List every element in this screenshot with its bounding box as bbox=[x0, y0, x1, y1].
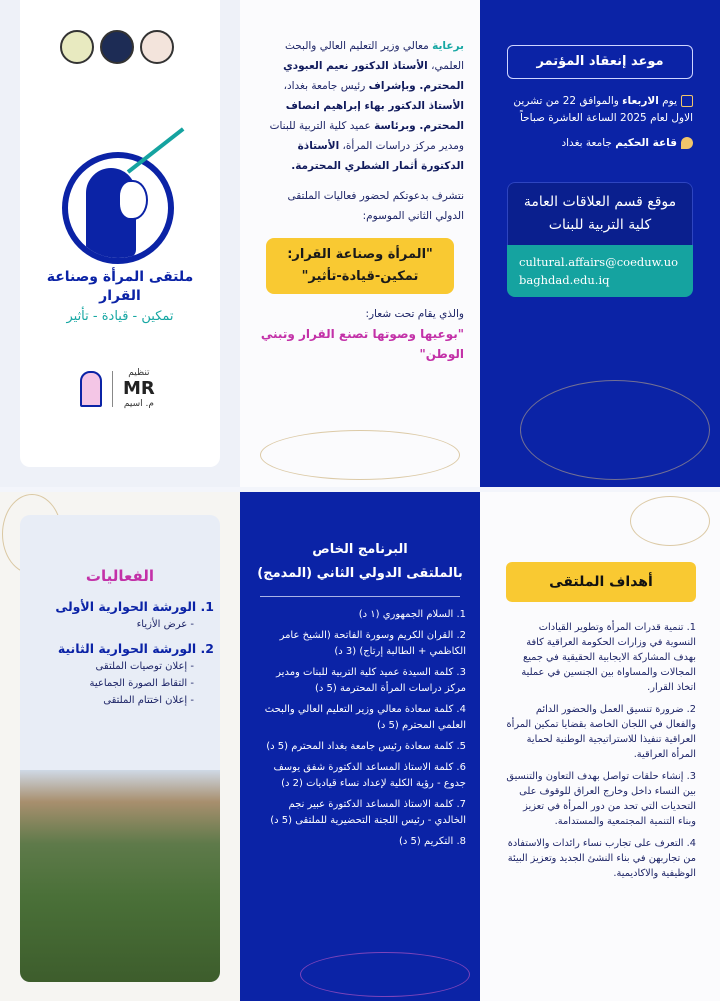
goal-item: 4. التعرف على تجارب نساء رائدات والاستفادة من تجاربهن في بناء النشئ الجديد وتعزيز البيئة الوظيفية والاكاديمية. bbox=[507, 838, 696, 879]
contact-box bbox=[507, 182, 693, 297]
activities-content bbox=[26, 565, 214, 709]
goals-panel bbox=[480, 492, 720, 1001]
womens-center-logo-icon bbox=[80, 371, 102, 407]
patronage-lead: برعاية bbox=[432, 40, 464, 52]
program-panel bbox=[240, 492, 480, 1001]
goals-heading: أهداف الملتقى bbox=[506, 562, 696, 602]
patronage-paragraph bbox=[256, 36, 464, 176]
cover-panel bbox=[0, 0, 240, 487]
program-item: 2. القران الكريم وسورة الفاتحة (الشيخ عامر الكاظمي + الطالبة إرتاج) (3 د) bbox=[279, 630, 466, 657]
forum-subtitle: تمكين - قيادة - تأثير bbox=[66, 309, 174, 324]
date-prefix: يوم bbox=[658, 95, 677, 107]
date-text bbox=[507, 93, 693, 127]
intro-panel bbox=[240, 0, 480, 487]
activities-panel bbox=[0, 492, 240, 1001]
invitation-text: نتشرف بدعوتكم لحضور فعاليات الملتقى الدولي الثاني الموسوم: bbox=[287, 190, 464, 222]
activity-sub: - التقاط الصورة الجماعية bbox=[89, 678, 194, 689]
cover-card bbox=[20, 0, 220, 467]
slogan-intro: والذي يقام تحت شعار: bbox=[365, 308, 464, 320]
patronage-d: الأستاذ الدكتور بهاء إبراهيم انصاف المحترم. وبرئاسة bbox=[285, 100, 464, 132]
activity-title: 1. الورشة الحوارية الأولى bbox=[55, 599, 214, 614]
contact-heading: موقع قسم العلاقات العامة كلية التربية للبنات bbox=[507, 182, 693, 245]
campus-photo bbox=[20, 770, 220, 982]
patronage-b: الأستاذ الدكتور نعيم العبودي المحترم. وبإشراف bbox=[283, 60, 464, 92]
venue-text bbox=[507, 135, 693, 152]
institution-seals bbox=[60, 30, 174, 64]
goal-item: 1. تنمية قدرات المرأة وتطوير القيادات النسوية في وزارات الحكومة العراقية كافة بهدف المشاركة الايجابية الحقيقية في جميع المجالات والمساواة بين الجنسين في عملية اتخاذ القرار. bbox=[521, 622, 696, 693]
patronage-c: رئيس جامعة بغداد، bbox=[283, 80, 369, 92]
program-list bbox=[254, 607, 466, 850]
schedule-heading: موعد إنعقاد المؤتمر bbox=[507, 45, 693, 79]
program-item: 1. السلام الجمهوري (١ د) bbox=[358, 609, 466, 620]
activity-sub: - عرض الأزياء bbox=[136, 619, 194, 630]
theme-line-2: تمكين-قيادة-تأثير" bbox=[301, 269, 419, 284]
schedule-info bbox=[507, 93, 693, 152]
forum-titles bbox=[24, 268, 216, 326]
activity-title: 2. الورشة الحوارية الثانية bbox=[57, 641, 214, 656]
theme-box bbox=[266, 238, 454, 294]
activities-card bbox=[20, 515, 220, 982]
location-pin-icon bbox=[681, 137, 693, 149]
goals-content bbox=[506, 562, 696, 888]
venue-name: قاعة الحكيم bbox=[615, 137, 677, 149]
contact-email[interactable]: cultural.affairs@coeduw.uobaghdad.edu.iq bbox=[507, 245, 693, 297]
program-item: 6. كلمة الاستاذ المساعد الدكتورة شفق يوسف جدوع - رؤية الكلية لإعداد نساء قياديات (2 د) bbox=[273, 762, 466, 789]
program-item: 5. كلمة سعادة رئيس جامعة بغداد المحترم (5 د) bbox=[266, 741, 466, 752]
activity-sub: - إعلان توصيات الملتقى bbox=[95, 661, 194, 672]
calendar-icon bbox=[681, 95, 693, 107]
goal-item: 3. إنشاء حلقات تواصل بهدف التعاون والتنسيق بين النساء داخل وخارج العراق للوقوف على التحديات التي تحد من دور المرأة في تعزيز وبناء التنمية المجتمعية والمستدامة. bbox=[506, 771, 696, 827]
university-seal-icon bbox=[100, 30, 134, 64]
college-seal-icon bbox=[60, 30, 94, 64]
divider bbox=[260, 596, 460, 597]
program-item: 3. كلمة السيدة عميد كلية التربية للبنات ومدير مركز دراسات المرأة المحترمة (5 د) bbox=[276, 667, 466, 694]
slogan: "بوعيها وصوتها تصنع القرار وتبني الوطن" bbox=[260, 327, 464, 361]
program-item: 4. كلمة سعادة معالي وزير التعليم العالي والبحث العلمي المحترم (5 د) bbox=[264, 704, 466, 731]
program-heading-1: البرنامج الخاص bbox=[312, 542, 408, 557]
program-heading bbox=[254, 538, 466, 586]
organizer-name: م. اسيم bbox=[123, 399, 154, 409]
date-day: الاربعاء bbox=[622, 95, 659, 107]
forum-logo-icon bbox=[62, 152, 174, 264]
program-item: 8. التكريم (5 د) bbox=[398, 836, 466, 847]
patronage-f: الأستاذة الدكتورة أثمار الشطري المحترمة. bbox=[291, 140, 464, 172]
organizer-label: تنظيم bbox=[128, 368, 150, 378]
activity-sub: - إعلان اختتام الملتقى bbox=[103, 695, 194, 706]
goal-item: 2. ضرورة تنسيق العمل والحضور الدائم والفعال في اللجان الخاصة بقضايا تمكين المرأة العراقية تنفيذا للاستراتيجية الوطنية لحماية المرأة العراقية. bbox=[506, 704, 696, 760]
organizer bbox=[80, 368, 155, 409]
patronage-a: معالي وزير التعليم العالي والبحث العلمي، bbox=[284, 40, 464, 72]
program-heading-2: بالملتقى الدولي الثاني (المدمج) bbox=[257, 566, 463, 581]
organizer-logo: MR bbox=[123, 378, 155, 399]
activities-heading: الفعاليات bbox=[85, 567, 155, 585]
schedule-panel bbox=[480, 0, 720, 487]
venue-place: جامعة بغداد bbox=[561, 137, 616, 149]
activities-list bbox=[26, 597, 214, 709]
theme-line-1: "المرأة وصناعة القرار: bbox=[287, 247, 433, 262]
patronage-e: عميد كلية التربية للبنات ومدير مركز دراسات المرأة، bbox=[269, 120, 464, 152]
forum-title: ملتقى المرأة وصناعة القرار bbox=[46, 269, 194, 304]
goals-list bbox=[506, 620, 696, 881]
center-seal-icon bbox=[140, 30, 174, 64]
program-item: 7. كلمة الاستاذ المساعد الدكتورة عبير نجم الخالدي - رئيس اللجنة التحضيرية للملتقى (5 د) bbox=[270, 799, 466, 826]
date-rest: والموافق 22 من تشرين الاول لعام 2025 الساعة العاشرة صباحاً bbox=[513, 95, 693, 124]
program-content bbox=[254, 538, 466, 855]
intro-text bbox=[256, 36, 464, 364]
schedule-content bbox=[507, 45, 693, 297]
